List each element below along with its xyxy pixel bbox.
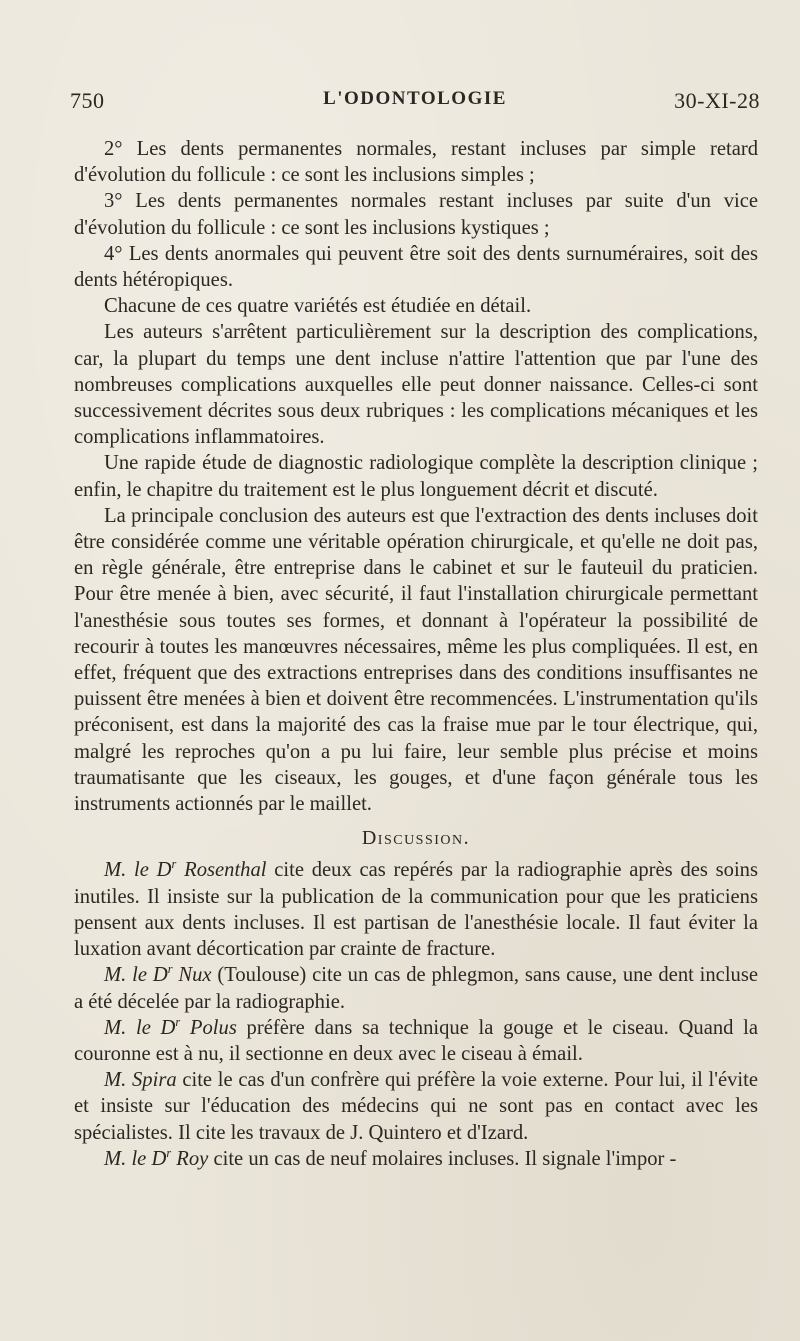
speaker-name: M. le $D^r$ Nux: [104, 962, 212, 987]
page-header: [70, 88, 760, 118]
discussion-text: cite un cas de neuf molaires incluses. Il signale l'impor -: [208, 1147, 677, 1170]
paragraph: Les auteurs s'arrêtent particulièrement sur la description des complications, car, la plupart du temps une dent incluse n'attire l'attention que par l'une des nombreuses complications auxquelles elle peut donner naissance. Celles-ci sont successivement décrites sous deux rubriques : les complications mécaniques et les complications inflammatoires.: [74, 321, 758, 449]
discussion-entry: [74, 1067, 758, 1146]
speaker-name: M. le $D^r$ Polus: [104, 1014, 237, 1039]
page-number: 750: [70, 88, 105, 113]
speaker-name: M. le $D^r$ Roy: [104, 1145, 209, 1170]
discussion-text: cite deux cas repérés par la radiographie après des soins inutiles. Il insiste sur la publication de la communication pour que les praticiens pensent aux dents incluses. Il est partisan de l'anesthésie locale. Il faut éviter la luxation avant décortication par crainte de fracture.: [74, 859, 758, 961]
list-item: 3° Les dents permanentes normales restant incluses par suite d'un vice d'évolution du follicule : ce sont les inclusions kystiques ;: [74, 190, 758, 239]
discussion-entry: [74, 1146, 758, 1172]
discussion-entry: [74, 962, 758, 1014]
discussion-text: cite le cas d'un confrère qui préfère la voie externe. Pour lui, il l'évite et insiste sur l'éducation des médecins qui ne sont pas en contact avec les spécialistes. Il cite les travaux de J. Quintero et d'Izard.: [74, 1069, 758, 1144]
running-title: L'ODONTOLOGIE: [323, 88, 507, 109]
discussion-entry: [74, 857, 758, 962]
discussion-entry: [74, 1015, 758, 1067]
issue-date: 30-XI-28: [674, 88, 760, 113]
paragraph: Une rapide étude de diagnostic radiologique complète la description clinique ; enfin, le chapitre du traitement est le plus longuement décrit et discuté.: [74, 452, 758, 501]
paragraph: La principale conclusion des auteurs est que l'extraction des dents incluses doit être considérée comme une véritable opération chirurgicale, et qu'elle ne doit pas, en règle générale, être entreprise dans le cabinet et sur le fauteuil du praticien. Pour être menée à bien, avec sécurité, il faut l'installation chirurgicale permettant l'anesthésie sous toutes ses formes, et donnant à l'opérateur la possibilité de recourir à toutes les manœuvres nécessaires, même les plus compliquées. Il est, en effet, fréquent que des extractions entreprises dans des conditions insuffisantes ne puissent être menées à bien et doivent être recommencées. L'instrumentation qu'ils préconisent, est dans la majorité des cas la fraise mue par le tour électrique, qui, malgré les reproches qu'on a pu lui faire, leur semble plus précise et moins traumatisante que les ciseaux, les gouges, et d'une façon générale tous les instruments actionnés par le maillet.: [74, 504, 758, 816]
discussion-text: (Toulouse) cite un cas de phlegmon, sans cause, une dent incluse a été décelée par la radiographie.: [74, 964, 758, 1013]
list-item: 2° Les dents permanentes normales, restant incluses par simple retard d'évolution du follicule : ce sont les inclusions simples ;: [74, 138, 758, 187]
speaker-name: M. Spira: [104, 1069, 177, 1092]
paragraph: Chacune de ces quatre variétés est étudiée en détail.: [104, 295, 532, 318]
section-heading-discussion: Discussion.: [361, 827, 471, 850]
discussion-text: préfère dans sa technique la gouge et le ciseau. Quand la couronne est à nu, il sectionne en deux avec le ciseau à émail.: [74, 1016, 758, 1065]
article-body: [74, 136, 758, 1172]
list-item: 4° Les dents anormales qui peuvent être soit des dents surnuméraires, soit des dents hétéropiques.: [74, 242, 758, 292]
speaker-name: M. le $D^r$ Rosenthal: [104, 857, 267, 882]
